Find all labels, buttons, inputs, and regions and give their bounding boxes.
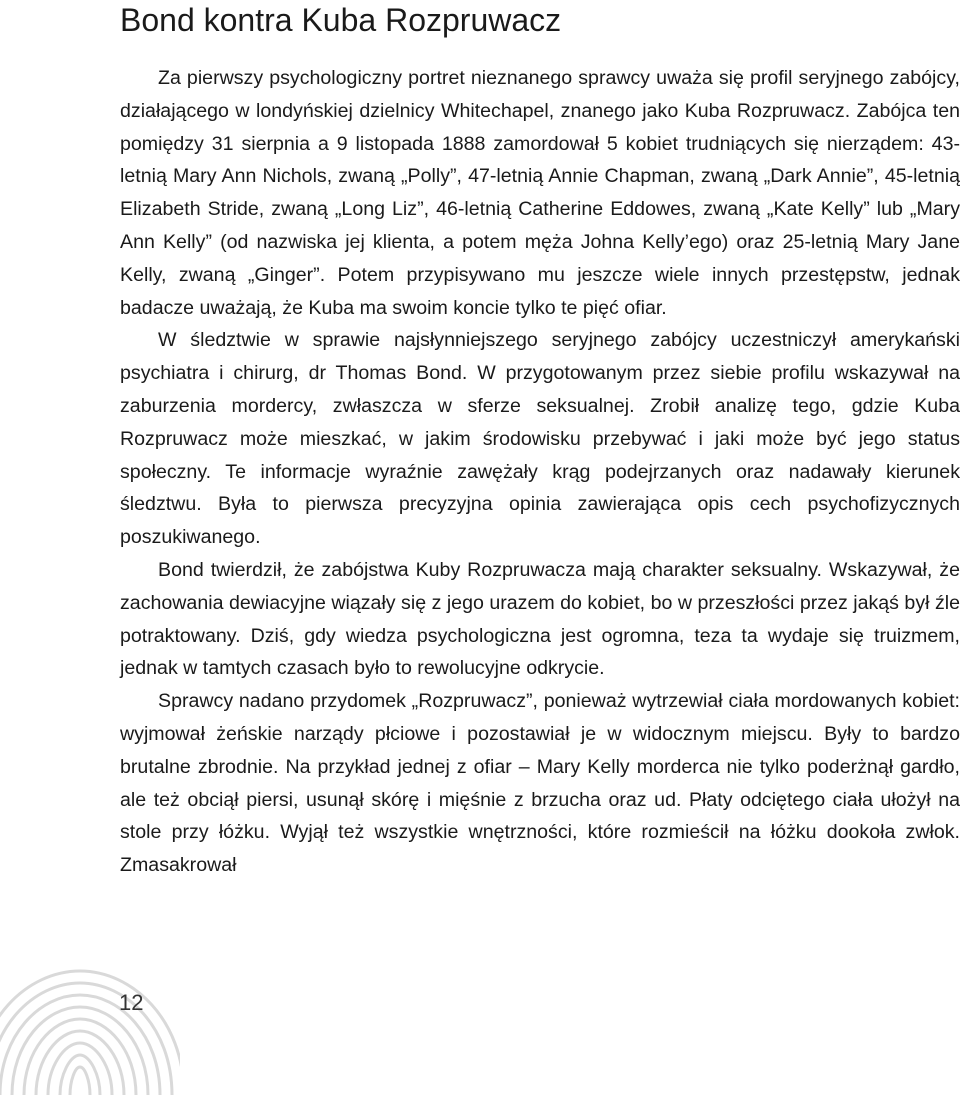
- paragraph-1: Za pierwszy psychologiczny portret nieznanego sprawcy uważa się profil seryjnego zabójcy, działającego w londyńskiej dzielnicy Whitechapel, znanego jako Kuba Rozpruwacz. Zabójca ten pomiędzy 31 sierpnia a 9 listopada 1888 zamordował 5 kobiet trudniących się nierządem: 43-letnią Mary Ann Nichols, zwaną „Polly”, 47-letnią Annie Chapman, zwaną „Dark Annie”, 45-letnią Elizabeth Stride, zwaną „Long Liz”, 46-letnią Catherine Eddowes, zwaną „Kate Kelly” lub „Mary Ann Kelly” (od nazwiska jej klienta, a potem męża Johna Kelly’ego) oraz 25-letnią Mary Jane Kelly, zwaną „Ginger”. Potem przypisywano mu jeszcze wiele innych przestępstw, jednak badacze uważają, że Kuba ma swoim koncie tylko te pięć ofiar.: [120, 67, 960, 319]
- paragraph-3: Bond twierdził, że zabójstwa Kuby Rozpruwacza mają charakter seksualny. Wskazywał, że zachowania dewiacyjne wiązały się z jego urazem do kobiet, bo w przeszłości przez jakąś był źle potraktowany. Dziś, gdy wiedza psychologiczna jest ogromna, teza ta wydaje się truizmem, jednak w tamtych czasach było to rewolucyjne odkrycie.: [120, 558, 960, 680]
- chapter-title: Bond kontra Kuba Rozpruwacz: [120, 2, 562, 38]
- paragraph-2: W śledztwie w sprawie najsłynniejszego seryjnego zabójcy uczestniczył amerykański psychiatra i chirurg, dr Thomas Bond. W przygotowanym przez siebie profilu wskazywał na zaburzenia mordercy, zwłaszcza w sferze seksualnej. Zrobił analizę tego, gdzie Kuba Rozpruwacz może mieszkać, w jakim środowisku przebywać i jaki może być jego status społeczny. Te informacje wyraźnie zawężały krąg podejrzanych oraz nadawały kierunek śledztwu. Była to pierwsza precyzyjna opinia zawierająca opis cech psychofizycznych poszukiwanego.: [120, 329, 960, 549]
- paragraph-4: Sprawcy nadano przydomek „Rozpruwacz”, ponieważ wytrzewiał ciała mordowanych kobiet: wyjmował żeńskie narządy płciowe i pozostawiał je w widocznym miejscu. Były to bardzo brutalne zbrodnie. Na przykład jednej z ofiar – Mary Kelly morderca nie tylko poderżnął gardło, ale też obciął piersi, usunął skórę i mięśnie z brzucha oraz ud. Płaty odciętego ciała ułożył na stole przy łóżku. Wyjął też wszystkie wnętrzności, które rozmieścił na łóżku dookoła zwłok. Zmasakrował: [120, 690, 960, 877]
- page-number: 12: [119, 990, 144, 1015]
- fingerprint-icon: [0, 955, 180, 1095]
- body-text: [120, 62, 960, 882]
